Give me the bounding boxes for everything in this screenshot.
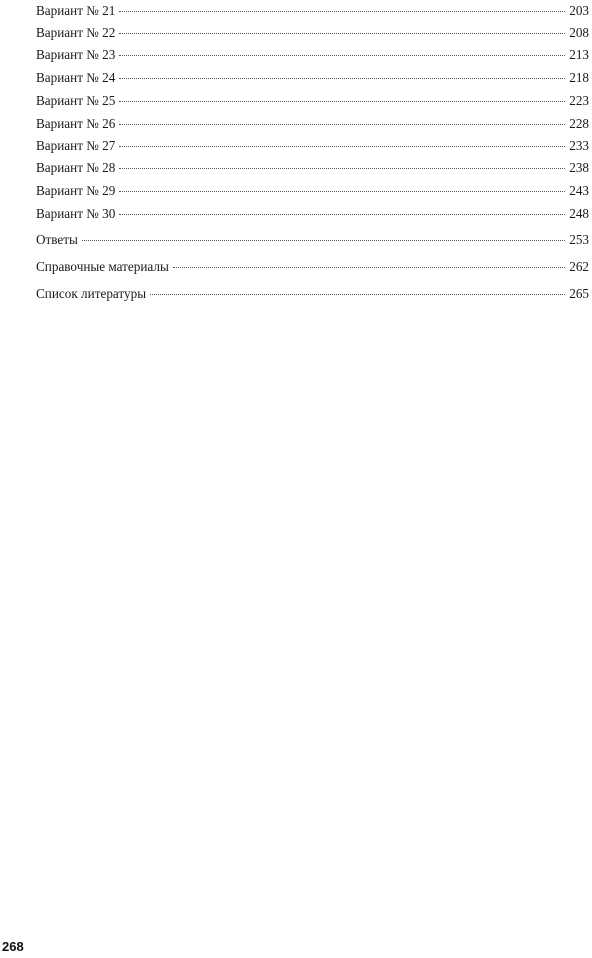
- toc-dot-leader: [82, 239, 565, 241]
- toc-entry-label: Вариант № 21: [36, 3, 116, 18]
- toc-entry-variant-30: [36, 205, 589, 223]
- toc-dot-leader: [119, 213, 565, 215]
- toc-entry-variant-22: [36, 24, 589, 42]
- toc-entry-page: 253: [569, 232, 589, 247]
- toc-entry-label: Вариант № 30: [36, 206, 116, 221]
- toc-entry-variant-29: [36, 182, 589, 200]
- toc-dot-leader: [119, 100, 565, 102]
- toc-entry-page: 243: [569, 183, 589, 198]
- toc-dot-leader: [119, 145, 565, 147]
- toc-entry-page: 218: [569, 70, 589, 85]
- toc-dot-leader: [119, 77, 565, 79]
- toc-entry-page: 262: [569, 259, 589, 274]
- toc-entry-label: Вариант № 22: [36, 25, 116, 40]
- page-number: 268: [2, 939, 24, 954]
- toc-entry-label: Вариант № 29: [36, 183, 116, 198]
- toc-entry-label: Вариант № 24: [36, 70, 116, 85]
- toc-dot-leader: [150, 293, 565, 295]
- toc-entry-label: Вариант № 23: [36, 47, 116, 62]
- toc-entry-reference-materials: [36, 258, 589, 276]
- toc-entry-page: 223: [569, 93, 589, 108]
- toc-entry-page: 203: [569, 3, 589, 18]
- toc-entry-variant-24: [36, 69, 589, 87]
- toc-entry-label: Вариант № 28: [36, 160, 116, 175]
- toc-dot-leader: [119, 190, 565, 192]
- toc-entry-page: 265: [569, 286, 589, 301]
- toc-entry-label: Вариант № 25: [36, 93, 116, 108]
- toc-entry-label: Вариант № 27: [36, 138, 116, 153]
- toc-entry-variant-23: [36, 46, 589, 64]
- toc-dot-leader: [173, 266, 565, 268]
- toc-entry-answers: [36, 231, 589, 249]
- toc-entry-page: 238: [569, 160, 589, 175]
- toc-dot-leader: [119, 123, 565, 125]
- toc-entry-page: 213: [569, 47, 589, 62]
- toc-entry-label: Справочные материалы: [36, 259, 169, 274]
- toc-dot-leader: [119, 10, 565, 12]
- toc-entry-bibliography: [36, 285, 589, 303]
- toc-entry-page: 228: [569, 116, 589, 131]
- toc-dot-leader: [119, 32, 565, 34]
- toc-entry-variant-27: [36, 137, 589, 155]
- toc-entry-page: 208: [569, 25, 589, 40]
- toc-dot-leader: [119, 167, 565, 169]
- toc-entry-page: 233: [569, 138, 589, 153]
- toc-dot-leader: [119, 54, 565, 56]
- toc-entry-label: Ответы: [36, 232, 78, 247]
- toc-entry-variant-28: [36, 159, 589, 177]
- toc-entry-label: Вариант № 26: [36, 116, 116, 131]
- toc-entry-variant-21: [36, 2, 589, 20]
- toc-entry-variant-26: [36, 115, 589, 133]
- toc-entry-label: Список литературы: [36, 286, 147, 301]
- toc-entry-variant-25: [36, 92, 589, 110]
- toc-entry-page: 248: [569, 206, 589, 221]
